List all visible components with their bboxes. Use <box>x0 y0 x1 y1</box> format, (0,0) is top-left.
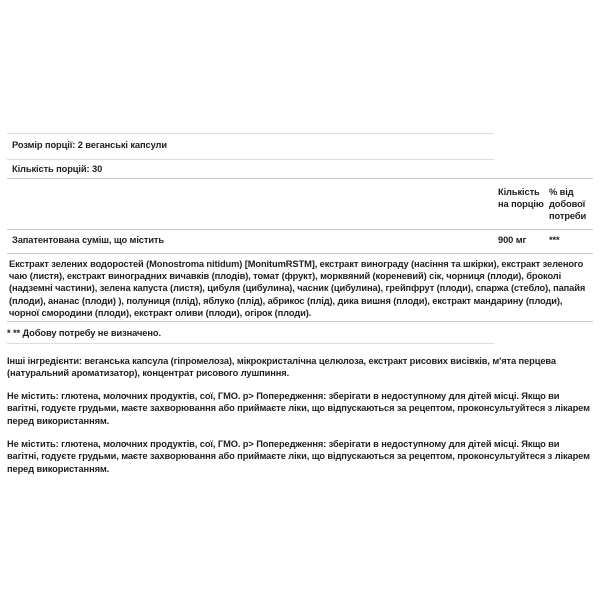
serving-size-row <box>7 133 494 160</box>
proprietary-blend-row <box>7 230 593 253</box>
blend-name: Запатентована суміш, що містить <box>12 235 165 246</box>
header-spacer <box>7 186 498 223</box>
blend-amount: 900 мг <box>498 235 527 246</box>
blend-daily-value: *** <box>549 235 560 246</box>
table-header-row <box>7 178 593 231</box>
daily-value-note: * ** Добову потребу не визначено. <box>7 322 494 343</box>
warning-paragraph-2: Не містить: глютена, молочних продуктів, сої, ГМО. р> Попередження: зберігати в недоступному для дітей місці. Якщо ви вагітні, годуєте грудьми, маєте захворювання або приймаєте ліки, що відпускаються за рецептом, проконсультуйтеся з лікарем перед використанням. <box>7 439 590 474</box>
amount-per-serving-column-header: Кількість на порцію <box>498 186 544 209</box>
serving-size-text: Розмір порції: 2 веганські капсули <box>12 140 167 150</box>
servings-count-text: Кількість порцій: 30 <box>12 164 103 175</box>
servings-count-row <box>7 160 494 177</box>
daily-value-column-header: % від добової потреби <box>549 186 587 222</box>
warning-paragraph-1: Не містить: глютена, молочних продуктів, сої, ГМО. р> Попередження: зберігати в недоступному для дітей місці. Якщо ви вагітні, годуєте грудьми, маєте захворювання або приймаєте ліки, що відпускаються за рецептом, проконсультуйтеся з лікарем перед використанням. <box>7 391 590 426</box>
blend-ingredients-list: Екстракт зелених водоростей (Monostroma nitidum) [MonitumRSTM], екстракт винограду (насіння та шкірки), екстракт зеленого чаю (листя), екстракт виноградних вичавків (плодів), томат (фрукт), морквяний (кореневий) сік, чорниця (плоди), броколі (надземні частини), зелена капуста (листя), цибуля (цибулина), часник (цибулина), грейпфрут (плоди), спаржа (стебло), папайя (плоди), ананас (плоди) ), полуниця (плід), яблуко (плід), абрикос (плід), дика вишня (плоди), екстракт мандарину (плоди), чорної смородини (плоди), екстракт оливи (плоди), огірок (плоди). <box>7 254 593 322</box>
other-ingredients-paragraph: Інші інгредієнти: веганська капсула (гіпромелоза), мікрокристалічна целюлоза, екстракт рисових висівків, м'ята перцева (натуральний ароматизатор), концентрат рисового лушпиння. <box>7 355 556 378</box>
supplement-facts-table <box>7 133 593 475</box>
